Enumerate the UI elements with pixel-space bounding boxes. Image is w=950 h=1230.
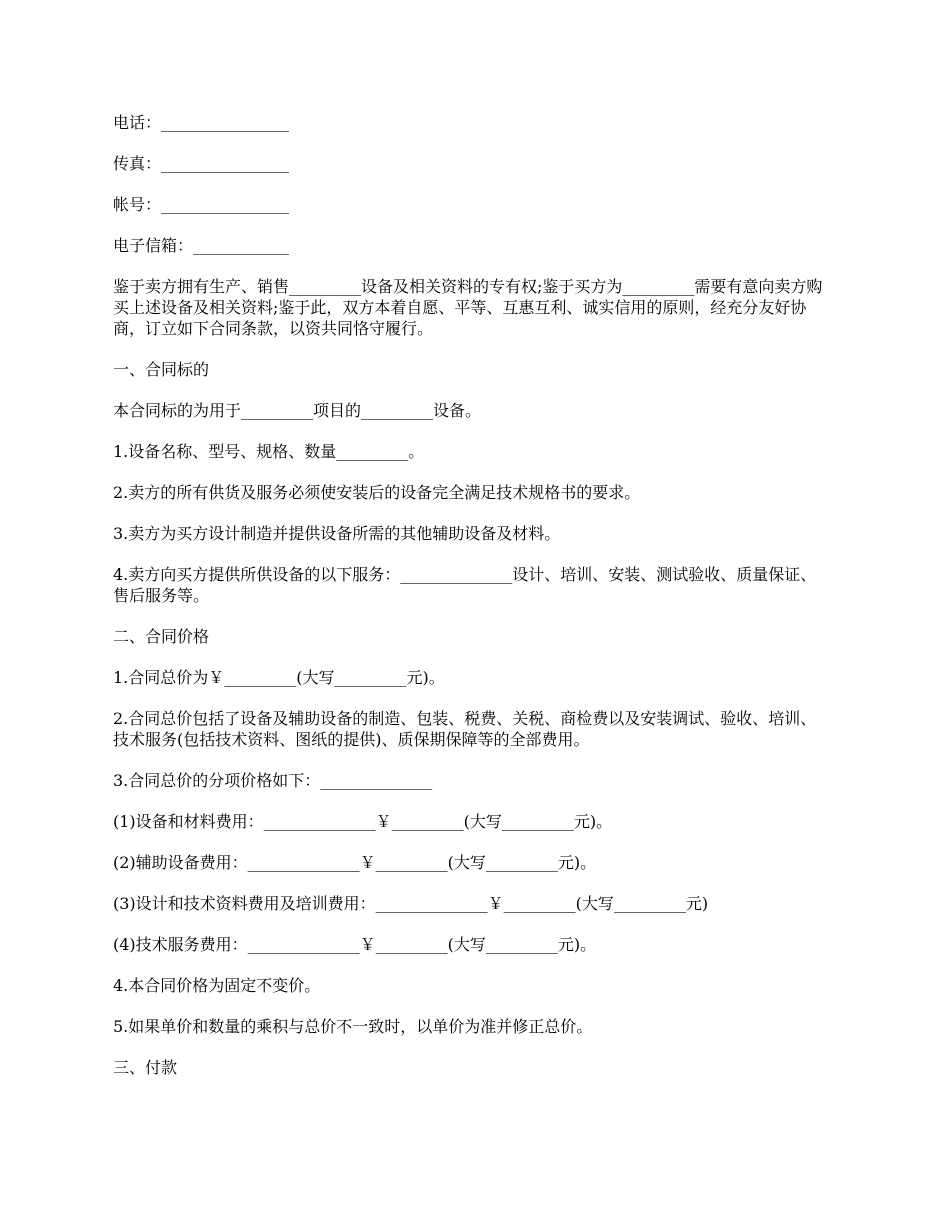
account-field-line: 帐号：________________ [113,195,290,214]
price-item-3: (3)设计和技术资料费用及培训费用：______________￥_________(大写_________元) [113,894,709,913]
phone-field-line: 电话：________________ [113,113,290,132]
section-heading-subject: 一、合同标的 [113,360,210,379]
clause-2-1: 1.合同总价为￥_________(大写_________元)。 [113,668,445,687]
preamble-paragraph: 鉴于卖方拥有生产、销售_________设备及相关资料的专有权;鉴于买方为_________需要有意向卖方购买上述设备及相关资料;鉴于此，双方本着自愿、平等、互惠互利、诚实信用的原则，经充分友好协商，订立如下合同条款，以资共同恪守履行。 [113,277,823,338]
subject-paragraph: 本合同标的为用于_________项目的_________设备。 [113,401,482,420]
clause-2-3: 3.合同总价的分项价格如下：______________ [113,771,433,790]
section-heading-payment: 三、付款 [113,1058,178,1077]
clause-1-2: 2.卖方的所有供货及服务必须使安装后的设备完全满足技术规格书的要求。 [113,483,641,502]
email-field-line: 电子信箱：____________ [113,236,290,255]
price-item-4: (4)技术服务费用：______________￥_________(大写_________元)。 [113,935,597,954]
clause-1-4: 4.卖方向买方提供所供设备的以下服务：______________设计、培训、安装、测试验收、质量保证、售后服务等。 [113,565,817,605]
section-heading-price: 二、合同价格 [113,627,210,646]
clause-2-4: 4.本合同价格为固定不变价。 [113,976,321,995]
price-item-2: (2)辅助设备费用：______________￥_________(大写_________元)。 [113,853,597,872]
price-item-1: (1)设备和材料费用：______________￥_________(大写_________元)。 [113,812,613,831]
fax-field-line: 传真：________________ [113,154,290,173]
clause-1-1: 1.设备名称、型号、规格、数量_________。 [113,442,425,461]
clause-2-5: 5.如果单价和数量的乘积与总价不一致时，以单价为准并修正总价。 [113,1017,593,1036]
clause-2-2: 2.合同总价包括了设备及辅助设备的制造、包装、税费、关税、商检费以及安装调试、验收、培训、技术服务(包括技术资料、图纸的提供)、质保期保障等的全部费用。 [113,709,817,749]
clause-1-3: 3.卖方为买方设计制造并提供设备所需的其他辅助设备及材料。 [113,524,561,543]
document-page [113,112,828,1098]
